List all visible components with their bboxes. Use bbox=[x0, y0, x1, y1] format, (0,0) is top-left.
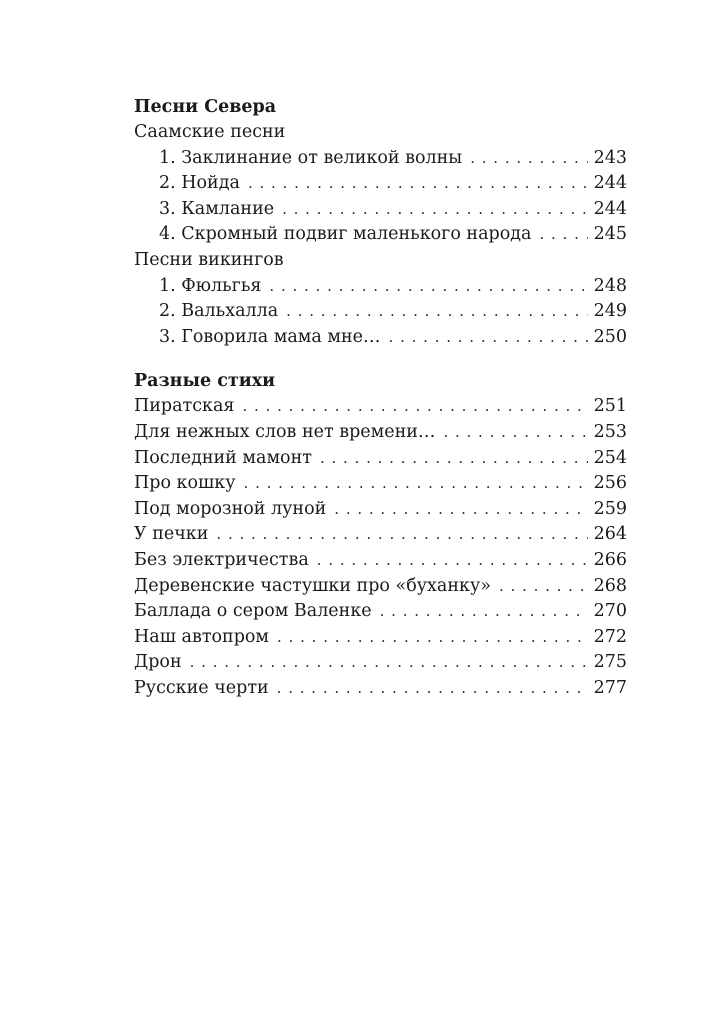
dot-leader bbox=[334, 497, 587, 523]
entry-page-number: 244 bbox=[593, 198, 627, 219]
dot-leader bbox=[499, 574, 588, 600]
toc-entry[interactable] bbox=[134, 471, 627, 497]
toc-entry[interactable] bbox=[134, 146, 627, 172]
entry-title: Наш автопром bbox=[134, 626, 270, 647]
toc-entry[interactable] bbox=[134, 394, 627, 420]
dot-leader bbox=[277, 625, 588, 651]
entry-title: 1. Фюльгья bbox=[159, 275, 262, 296]
entry-page-number: 245 bbox=[593, 224, 627, 245]
entry-page-number: 272 bbox=[593, 626, 627, 647]
toc-entry[interactable] bbox=[134, 222, 627, 248]
section-title-various-poems: Разные стихи bbox=[134, 371, 276, 392]
entry-page-number: 250 bbox=[593, 326, 627, 347]
entry-page-number: 268 bbox=[593, 575, 627, 596]
entry-title: Дрон bbox=[134, 652, 182, 673]
toc-entry[interactable] bbox=[134, 197, 627, 223]
subsection-title-saami-songs: Саамские песни bbox=[134, 122, 286, 142]
dot-leader bbox=[380, 599, 588, 625]
entry-page-number: 243 bbox=[593, 147, 627, 168]
dot-leader bbox=[539, 222, 587, 248]
dot-leader bbox=[242, 394, 587, 420]
toc-entry[interactable] bbox=[134, 325, 627, 351]
entry-page-number: 254 bbox=[593, 447, 627, 468]
toc-entry[interactable] bbox=[134, 625, 627, 651]
section-title-songs-of-north: Песни Севера bbox=[134, 97, 277, 117]
entry-title: Для нежных слов нет времени… bbox=[134, 421, 436, 442]
dot-leader bbox=[282, 197, 588, 223]
toc-entry[interactable] bbox=[134, 446, 627, 472]
entry-title: 4. Скромный подвиг маленького народа bbox=[159, 224, 532, 245]
toc-entry[interactable] bbox=[134, 574, 627, 600]
entry-title: 2. Вальхалла bbox=[159, 301, 279, 322]
entry-title: Без электричества bbox=[134, 549, 309, 570]
toc-entry[interactable] bbox=[134, 548, 627, 574]
entry-title: Под морозной луной bbox=[134, 498, 327, 519]
toc-entry[interactable] bbox=[134, 599, 627, 625]
dot-leader bbox=[244, 471, 588, 497]
entry-page-number: 244 bbox=[593, 173, 627, 194]
entry-page-number: 251 bbox=[593, 396, 627, 417]
entry-page-number: 256 bbox=[593, 473, 627, 494]
entry-page-number: 253 bbox=[593, 421, 627, 442]
entry-title: 3. Говорила мама мне… bbox=[159, 326, 381, 347]
subsection-title-viking-songs: Песни викингов bbox=[134, 249, 284, 270]
entry-page-number: 270 bbox=[593, 601, 627, 622]
table-of-contents bbox=[134, 94, 627, 701]
dot-leader bbox=[443, 420, 587, 446]
dot-leader bbox=[389, 325, 588, 351]
entry-page-number: 277 bbox=[593, 677, 627, 698]
dot-leader bbox=[317, 548, 588, 574]
entry-title: Русские черти bbox=[134, 677, 269, 698]
entry-page-number: 259 bbox=[593, 498, 627, 519]
toc-entry[interactable] bbox=[134, 420, 627, 446]
dot-leader bbox=[248, 171, 588, 197]
entry-title: Последний мамонт bbox=[134, 447, 312, 468]
entry-title: Деревенские частушки про «буханку» bbox=[134, 575, 491, 596]
dot-leader bbox=[286, 299, 587, 325]
entry-page-number: 249 bbox=[593, 301, 627, 322]
dot-leader bbox=[470, 146, 587, 172]
entry-title: 2. Нойда bbox=[159, 173, 240, 194]
toc-entry[interactable] bbox=[134, 299, 627, 325]
entry-page-number: 248 bbox=[593, 275, 627, 296]
entry-title: Баллада о сером Валенке bbox=[134, 601, 372, 622]
dot-leader bbox=[269, 274, 587, 300]
dot-leader bbox=[190, 650, 588, 676]
entry-title: У печки bbox=[134, 524, 209, 545]
toc-entry[interactable] bbox=[134, 171, 627, 197]
dot-leader bbox=[216, 522, 587, 548]
entry-page-number: 264 bbox=[593, 524, 627, 545]
entry-page-number: 266 bbox=[593, 549, 627, 570]
toc-entry[interactable] bbox=[134, 274, 627, 300]
dot-leader bbox=[277, 676, 588, 702]
toc-entry[interactable] bbox=[134, 650, 627, 676]
entry-page-number: 275 bbox=[593, 652, 627, 673]
section-spacer bbox=[134, 350, 627, 368]
dot-leader bbox=[320, 446, 588, 472]
entry-title: 3. Камлание bbox=[159, 198, 275, 219]
entry-title: Про кошку bbox=[134, 473, 236, 494]
entry-title: 1. Заклинание от великой волны bbox=[159, 147, 463, 168]
toc-entry[interactable] bbox=[134, 676, 627, 702]
entry-title: Пиратская bbox=[134, 396, 235, 417]
toc-entry[interactable] bbox=[134, 497, 627, 523]
toc-entry[interactable] bbox=[134, 522, 627, 548]
